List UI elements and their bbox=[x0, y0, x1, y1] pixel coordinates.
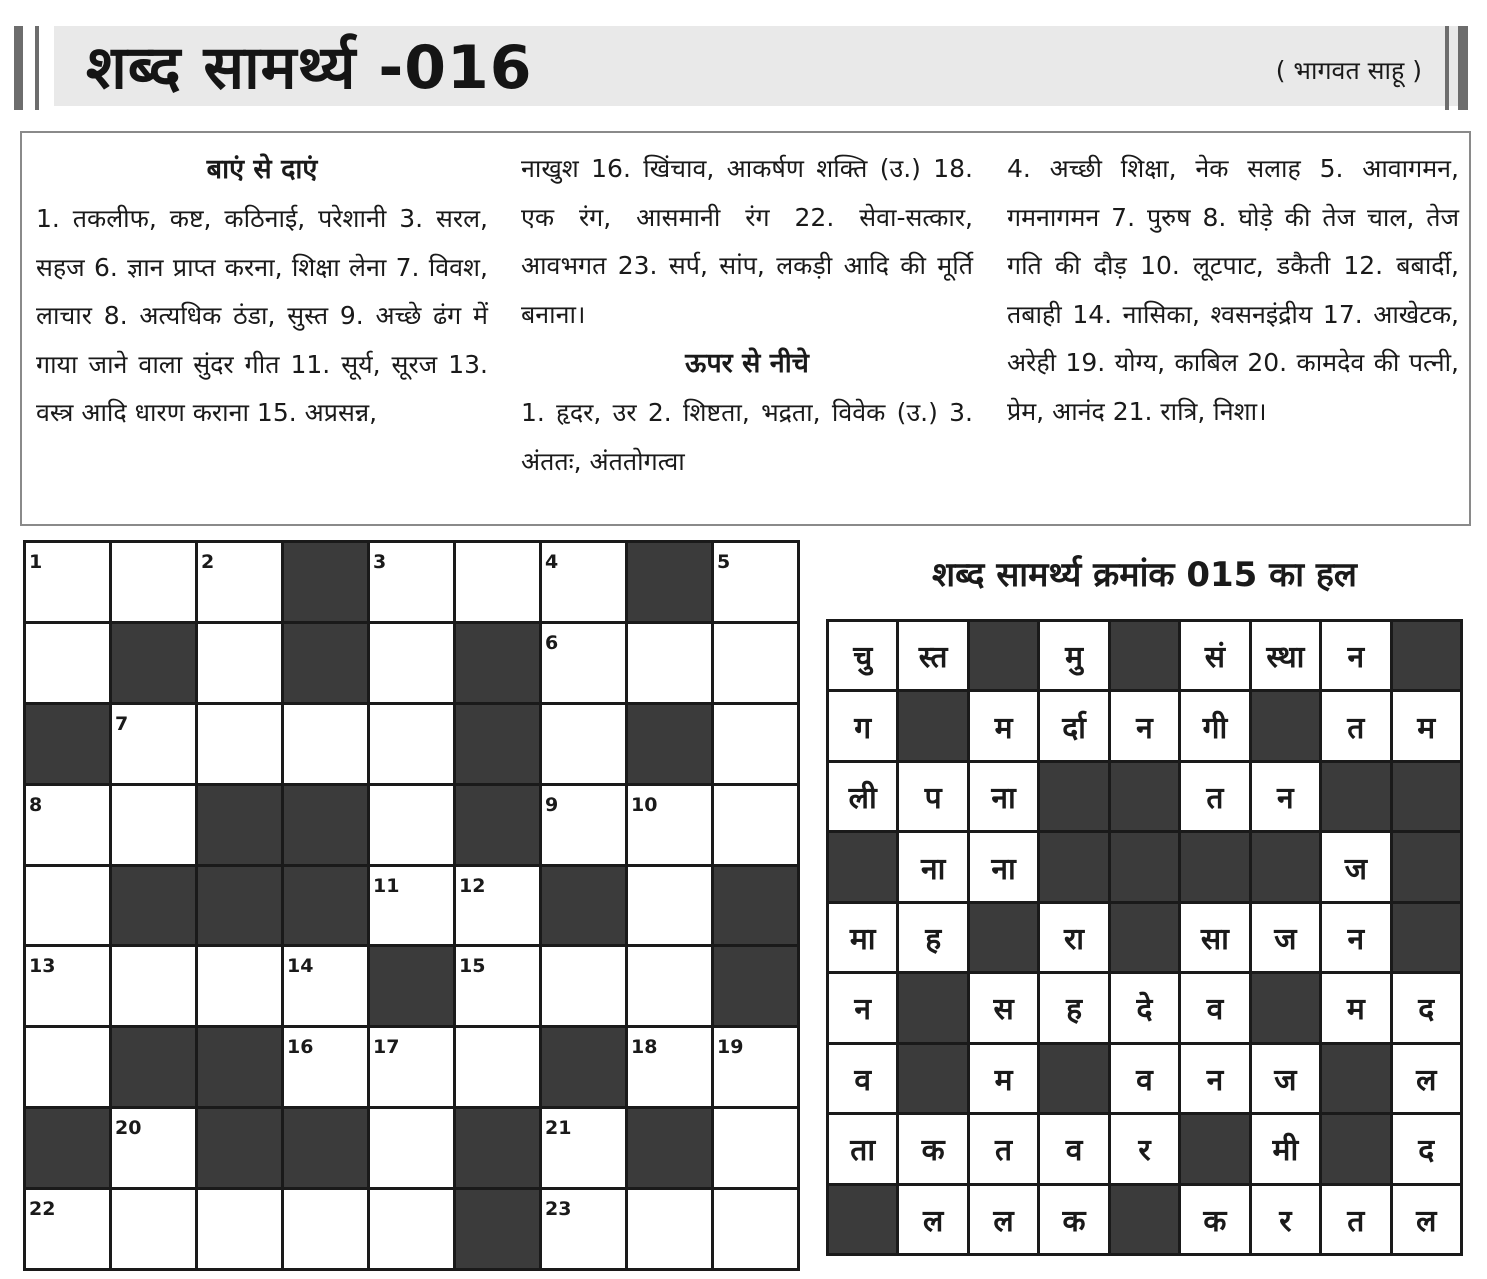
clue-number: 21 bbox=[545, 1117, 572, 1140]
solution-cell: त bbox=[1181, 763, 1248, 830]
crossword-cell[interactable] bbox=[542, 1190, 625, 1268]
solution-block-cell bbox=[1040, 1045, 1107, 1112]
crossword-block-cell bbox=[628, 1109, 711, 1187]
clue-number: 14 bbox=[287, 955, 314, 978]
crossword-cell[interactable] bbox=[370, 1109, 453, 1187]
solution-block-cell bbox=[1322, 763, 1389, 830]
crossword-cell[interactable] bbox=[714, 624, 797, 702]
crossword-cell[interactable] bbox=[370, 867, 453, 945]
crossword-cell[interactable] bbox=[542, 947, 625, 1025]
solution-cell: ना bbox=[970, 763, 1037, 830]
solution-cell: द bbox=[1393, 1115, 1460, 1182]
solution-block-cell bbox=[1393, 622, 1460, 689]
crossword-cell[interactable] bbox=[284, 1028, 367, 1106]
crossword-cell[interactable] bbox=[284, 1190, 367, 1268]
crossword-cell[interactable] bbox=[112, 947, 195, 1025]
clue-number: 7 bbox=[115, 712, 129, 735]
puzzle-title: शब्द सामर्थ्य -016 bbox=[86, 33, 533, 103]
solution-cell: र bbox=[1111, 1115, 1178, 1182]
solution-cell: ल bbox=[899, 1186, 966, 1253]
crossword-cell[interactable] bbox=[542, 1109, 625, 1187]
crossword-block-cell bbox=[628, 705, 711, 783]
clue-number: 3 bbox=[373, 551, 387, 573]
crossword-cell[interactable] bbox=[370, 543, 453, 621]
crossword-cell[interactable] bbox=[714, 1190, 797, 1268]
solution-block-cell bbox=[829, 1186, 896, 1253]
solution-cell: न bbox=[1181, 1045, 1248, 1112]
crossword-block-cell bbox=[542, 1028, 625, 1106]
clue-number: 6 bbox=[545, 631, 559, 654]
down-heading: ऊपर से नीचे bbox=[685, 348, 809, 379]
solution-cell: ना bbox=[970, 833, 1037, 900]
solution-cell: त bbox=[970, 1115, 1037, 1182]
solution-block-cell bbox=[1252, 974, 1319, 1041]
solution-cell: स्त bbox=[899, 622, 966, 689]
solution-cell: प bbox=[899, 763, 966, 830]
solution-cell: ल bbox=[1393, 1186, 1460, 1253]
crossword-block-cell bbox=[112, 624, 195, 702]
crossword-cell[interactable] bbox=[370, 1028, 453, 1106]
solution-block-cell bbox=[1111, 622, 1178, 689]
crossword-grid bbox=[23, 540, 800, 1271]
crossword-cell[interactable] bbox=[370, 1190, 453, 1268]
clue-number: 19 bbox=[717, 1036, 744, 1059]
solution-block-cell bbox=[899, 974, 966, 1041]
crossword-cell[interactable] bbox=[456, 543, 539, 621]
solution-cell: व bbox=[1111, 1045, 1178, 1112]
solution-block-cell bbox=[1181, 1115, 1248, 1182]
solution-cell: व bbox=[1181, 974, 1248, 1041]
crossword-cell[interactable] bbox=[628, 1190, 711, 1268]
solution-block-cell bbox=[1111, 1186, 1178, 1253]
crossword-cell[interactable] bbox=[456, 867, 539, 945]
crossword-cell[interactable] bbox=[714, 543, 797, 621]
solution-cell: स bbox=[970, 974, 1037, 1041]
solution-block-cell bbox=[899, 692, 966, 759]
solution-cell: न bbox=[1322, 904, 1389, 971]
solution-block-cell bbox=[829, 833, 896, 900]
solution-cell: ज bbox=[1252, 1045, 1319, 1112]
crossword-block-cell bbox=[198, 1109, 281, 1187]
clue-number: 9 bbox=[545, 793, 559, 816]
crossword-cell[interactable] bbox=[542, 624, 625, 702]
solution-cell: न bbox=[1111, 692, 1178, 759]
solution-cell: चु bbox=[829, 622, 896, 689]
solution-cell: न bbox=[1252, 763, 1319, 830]
author-credit: ( भागवत साहू ) bbox=[1275, 56, 1422, 85]
crossword-block-cell bbox=[198, 1028, 281, 1106]
solution-cell: ह bbox=[899, 904, 966, 971]
solution-cell: ना bbox=[899, 833, 966, 900]
solution-block-cell bbox=[1040, 833, 1107, 900]
header-bar-left bbox=[14, 26, 23, 110]
crossword-cell[interactable] bbox=[26, 624, 109, 702]
crossword-cell[interactable] bbox=[198, 624, 281, 702]
solution-cell: क bbox=[1040, 1186, 1107, 1253]
crossword-cell[interactable] bbox=[714, 1028, 797, 1106]
solution-cell: र्दा bbox=[1040, 692, 1107, 759]
crossword-cell[interactable] bbox=[714, 705, 797, 783]
clues-column-3 bbox=[1007, 145, 1459, 436]
solution-block-cell bbox=[1393, 763, 1460, 830]
solution-cell: स्था bbox=[1252, 622, 1319, 689]
solution-block-cell bbox=[1111, 833, 1178, 900]
clue-number: 17 bbox=[373, 1036, 400, 1059]
solution-block-cell bbox=[1393, 904, 1460, 971]
clues-column-2 bbox=[521, 145, 973, 486]
down-clues-part-2: 4. अच्छी शिक्षा, नेक सलाह 5. आवागमन, गमनागमन 7. पुरुष 8. घोड़े की तेज चाल, तेज गति की दौड़ 10. लूटपाट, डकैती 12. बबार्दी, तबाही 14. नासिका, श्वसनइंद्रीय 17. आखेटक, अरेही 19. योग्य, काबिल 20. कामदेव की पत्नी, प्रेम, आनंद 21. रात्रि, निशा। bbox=[1007, 154, 1459, 426]
crossword-block-cell bbox=[714, 947, 797, 1025]
solution-cell: क bbox=[1181, 1186, 1248, 1253]
clue-number: 2 bbox=[201, 551, 215, 573]
solution-block-cell bbox=[1181, 833, 1248, 900]
solution-cell: क bbox=[899, 1115, 966, 1182]
crossword-block-cell bbox=[26, 705, 109, 783]
solution-block-cell bbox=[1111, 763, 1178, 830]
crossword-block-cell bbox=[284, 624, 367, 702]
crossword-block-cell bbox=[456, 1109, 539, 1187]
clue-number: 4 bbox=[545, 551, 559, 573]
solution-cell: मा bbox=[829, 904, 896, 971]
clue-number: 5 bbox=[717, 551, 731, 573]
crossword-cell[interactable] bbox=[26, 1028, 109, 1106]
across-clues-part-1: 1. तकलीफ, कष्ट, कठिनाई, परेशानी 3. सरल, सहज 6. ज्ञान प्राप्त करना, शिक्षा लेना 7. विवश, लाचार 8. अत्यधिक ठंडा, सुस्त 9. अच्छे ढंग में गाया जाने वाला सुंदर गीत 11. सूर्य, सूरज 13. वस्त्र आदि धारण कराना 15. अप्रसन्न, bbox=[36, 204, 488, 427]
solution-block-cell bbox=[1322, 1045, 1389, 1112]
clue-number: 8 bbox=[29, 793, 43, 816]
crossword-block-cell bbox=[456, 624, 539, 702]
solution-block-cell bbox=[1393, 833, 1460, 900]
solution-cell: मु bbox=[1040, 622, 1107, 689]
crossword-cell[interactable] bbox=[542, 705, 625, 783]
crossword-block-cell bbox=[456, 1190, 539, 1268]
crossword-cell[interactable] bbox=[26, 786, 109, 864]
solution-cell: ल bbox=[1393, 1045, 1460, 1112]
solution-cell: ली bbox=[829, 763, 896, 830]
clue-number: 15 bbox=[459, 955, 486, 978]
clues-box bbox=[20, 131, 1471, 526]
crossword-block-cell bbox=[198, 867, 281, 945]
solution-cell: म bbox=[1393, 692, 1460, 759]
solution-cell: त bbox=[1322, 1186, 1389, 1253]
crossword-block-cell bbox=[284, 867, 367, 945]
crossword-cell[interactable] bbox=[456, 947, 539, 1025]
crossword-cell[interactable] bbox=[26, 867, 109, 945]
solution-cell: व bbox=[829, 1045, 896, 1112]
header-bar-right bbox=[1458, 26, 1468, 110]
clue-number: 20 bbox=[115, 1117, 142, 1140]
solution-cell: ता bbox=[829, 1115, 896, 1182]
crossword-block-cell bbox=[26, 1109, 109, 1187]
header-bar-right-thin bbox=[1445, 26, 1449, 110]
crossword-cell[interactable] bbox=[284, 705, 367, 783]
crossword-cell[interactable] bbox=[198, 705, 281, 783]
crossword-cell[interactable] bbox=[370, 624, 453, 702]
solution-block-cell bbox=[1252, 692, 1319, 759]
crossword-block-cell bbox=[714, 867, 797, 945]
crossword-block-cell bbox=[284, 543, 367, 621]
crossword-cell[interactable] bbox=[112, 1190, 195, 1268]
solution-cell: म bbox=[970, 692, 1037, 759]
across-clues-part-2: नाखुश 16. खिंचाव, आकर्षण शक्ति (उ.) 18. एक रंग, आसमानी रंग 22. सेवा-सत्कार, आवभगत 23. सर्प, सांप, लकड़ी आदि की मूर्ति बनाना। bbox=[521, 154, 973, 329]
crossword-block-cell bbox=[112, 1028, 195, 1106]
solution-cell: गी bbox=[1181, 692, 1248, 759]
solution-block-cell bbox=[970, 904, 1037, 971]
crossword-cell[interactable] bbox=[112, 705, 195, 783]
crossword-cell[interactable] bbox=[112, 543, 195, 621]
crossword-cell[interactable] bbox=[284, 947, 367, 1025]
solution-block-cell bbox=[1040, 763, 1107, 830]
crossword-block-cell bbox=[370, 947, 453, 1025]
solution-block-cell bbox=[1111, 904, 1178, 971]
clue-number: 18 bbox=[631, 1036, 658, 1059]
solution-cell: ज bbox=[1322, 833, 1389, 900]
crossword-block-cell bbox=[628, 543, 711, 621]
solution-cell: म bbox=[970, 1045, 1037, 1112]
crossword-cell[interactable] bbox=[198, 1190, 281, 1268]
crossword-block-cell bbox=[284, 1109, 367, 1187]
clues-column-1 bbox=[36, 145, 488, 438]
solution-cell: ह bbox=[1040, 974, 1107, 1041]
solution-grid bbox=[826, 619, 1463, 1256]
crossword-block-cell bbox=[542, 867, 625, 945]
clue-number: 22 bbox=[29, 1198, 56, 1221]
crossword-cell[interactable] bbox=[198, 947, 281, 1025]
crossword-cell[interactable] bbox=[714, 786, 797, 864]
solution-cell: द bbox=[1393, 974, 1460, 1041]
solution-cell: मी bbox=[1252, 1115, 1319, 1182]
solution-block-cell bbox=[1322, 1115, 1389, 1182]
solution-cell: दे bbox=[1111, 974, 1178, 1041]
crossword-cell[interactable] bbox=[628, 947, 711, 1025]
crossword-cell[interactable] bbox=[370, 786, 453, 864]
solution-block-cell bbox=[970, 622, 1037, 689]
across-heading: बाएं से दाएं bbox=[206, 154, 318, 185]
header-banner bbox=[14, 26, 1468, 110]
crossword-block-cell bbox=[456, 705, 539, 783]
solution-cell: सं bbox=[1181, 622, 1248, 689]
clue-number: 16 bbox=[287, 1036, 314, 1059]
down-clues-part-1: 1. हृदर, उर 2. शिष्टता, भद्रता, विवेक (उ.) 3. अंततः, अंततोगत्वा bbox=[521, 398, 973, 476]
clue-number: 1 bbox=[29, 551, 43, 573]
solution-cell: व bbox=[1040, 1115, 1107, 1182]
solution-cell: सा bbox=[1181, 904, 1248, 971]
solution-cell: रा bbox=[1040, 904, 1107, 971]
solution-cell: ग bbox=[829, 692, 896, 759]
clue-number: 12 bbox=[459, 874, 486, 897]
crossword-block-cell bbox=[112, 867, 195, 945]
crossword-block-cell bbox=[284, 786, 367, 864]
clue-number: 13 bbox=[29, 955, 56, 978]
clue-number: 23 bbox=[545, 1198, 572, 1221]
crossword-cell[interactable] bbox=[628, 867, 711, 945]
solution-title: शब्द सामर्थ्य क्रमांक 015 का हल bbox=[931, 555, 1357, 595]
clue-number: 10 bbox=[631, 793, 658, 816]
crossword-cell[interactable] bbox=[112, 786, 195, 864]
solution-cell: न bbox=[829, 974, 896, 1041]
crossword-cell[interactable] bbox=[542, 543, 625, 621]
solution-block-cell bbox=[1252, 833, 1319, 900]
crossword-cell[interactable] bbox=[456, 1028, 539, 1106]
crossword-cell[interactable] bbox=[628, 624, 711, 702]
solution-cell: म bbox=[1322, 974, 1389, 1041]
crossword-cell[interactable] bbox=[26, 947, 109, 1025]
clue-number: 11 bbox=[373, 874, 400, 897]
solution-cell: ल bbox=[970, 1186, 1037, 1253]
solution-block-cell bbox=[899, 1045, 966, 1112]
crossword-cell[interactable] bbox=[112, 1109, 195, 1187]
crossword-cell[interactable] bbox=[26, 543, 109, 621]
solution-cell: त bbox=[1322, 692, 1389, 759]
crossword-cell[interactable] bbox=[542, 786, 625, 864]
solution-cell: न bbox=[1322, 622, 1389, 689]
solution-cell: र bbox=[1252, 1186, 1319, 1253]
crossword-cell[interactable] bbox=[628, 1028, 711, 1106]
header-bar-left-thin bbox=[35, 26, 39, 110]
crossword-cell[interactable] bbox=[370, 705, 453, 783]
crossword-block-cell bbox=[456, 786, 539, 864]
crossword-block-cell bbox=[198, 786, 281, 864]
crossword-cell[interactable] bbox=[198, 543, 281, 621]
crossword-cell[interactable] bbox=[26, 1190, 109, 1268]
crossword-cell[interactable] bbox=[714, 1109, 797, 1187]
solution-cell: ज bbox=[1252, 904, 1319, 971]
crossword-cell[interactable] bbox=[628, 786, 711, 864]
